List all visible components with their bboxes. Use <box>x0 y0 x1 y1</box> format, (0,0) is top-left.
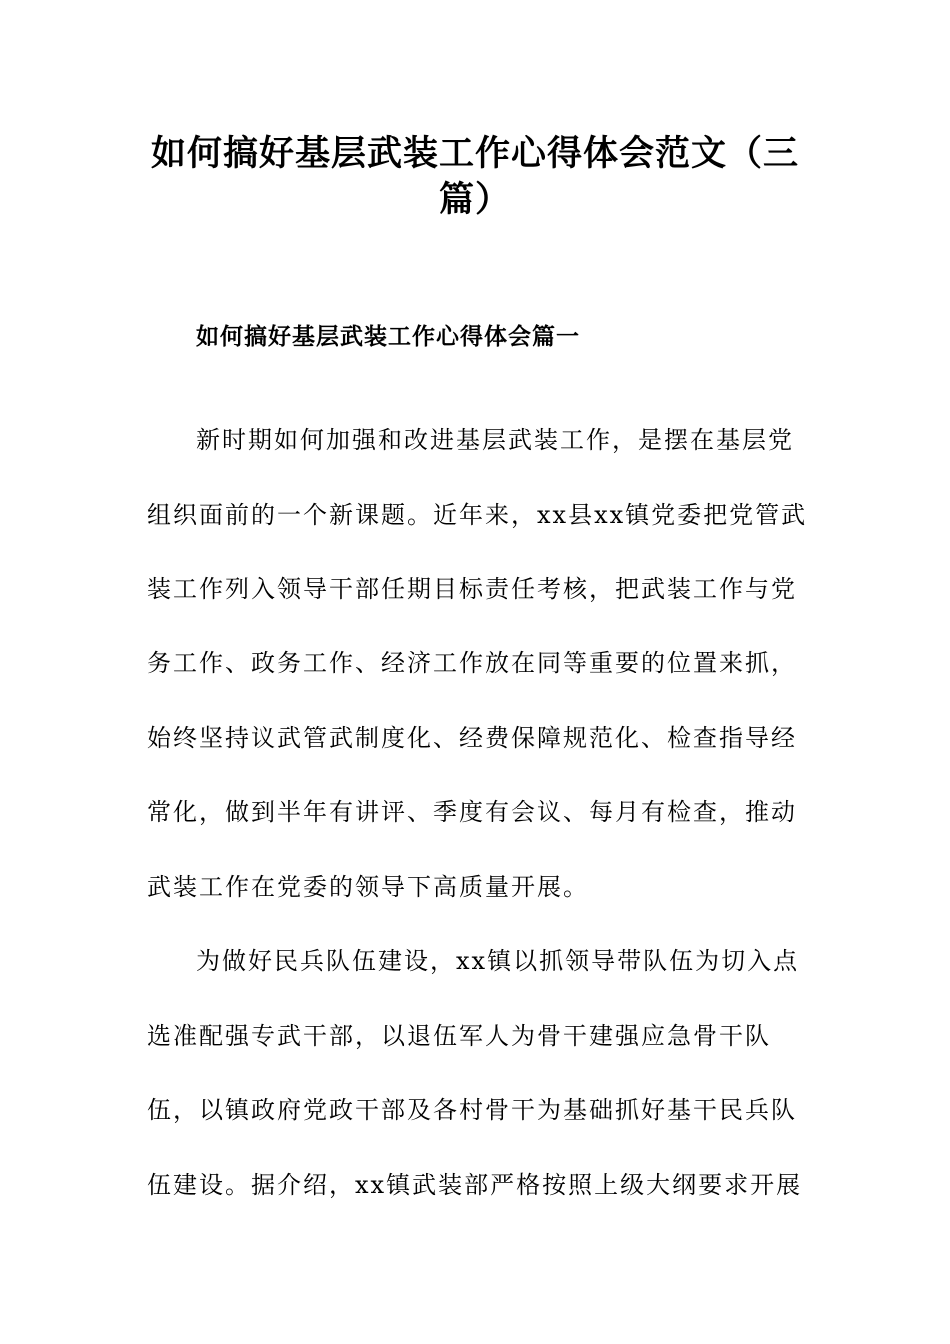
paragraph-1-line-5: 始终坚持议武管武制度化、经费保障规范化、检查指导经 <box>147 724 797 752</box>
paragraph-1-line-3: 装工作列入领导干部任期目标责任考核，把武装工作与党 <box>147 575 797 603</box>
paragraph-2-line-3: 伍，以镇政府党政干部及各村骨干为基础抓好基干民兵队 <box>147 1096 797 1124</box>
paragraph-1-line-7: 武装工作在党委的领导下高质量开展。 <box>147 873 589 901</box>
paragraph-2-line-2: 选准配强专武干部，以退伍军人为骨干建强应急骨干队 <box>147 1022 771 1050</box>
paragraph-2-line-4: 伍建设。据介绍，xx镇武装部严格按照上级大纲要求开展 <box>147 1171 803 1199</box>
document-title-line-1: 如何搞好基层武装工作心得体会范文（三 <box>150 134 799 174</box>
paragraph-1-line-6: 常化，做到半年有讲评、季度有会议、每月有检查，推动 <box>147 798 797 826</box>
paragraph-1-line-2: 组织面前的一个新课题。近年来，xx县xx镇党委把党管武 <box>147 501 808 529</box>
paragraph-1-line-4: 务工作、政务工作、经济工作放在同等重要的位置来抓， <box>147 649 797 677</box>
document-title-line-2: 篇） <box>438 180 511 220</box>
paragraph-1-line-1: 新时期如何加强和改进基层武装工作，是摆在基层党 <box>196 426 794 454</box>
section-heading: 如何搞好基层武装工作心得体会篇一 <box>196 324 580 350</box>
paragraph-2-line-1: 为做好民兵队伍建设，xx镇以抓领导带队伍为切入点 <box>196 947 800 975</box>
